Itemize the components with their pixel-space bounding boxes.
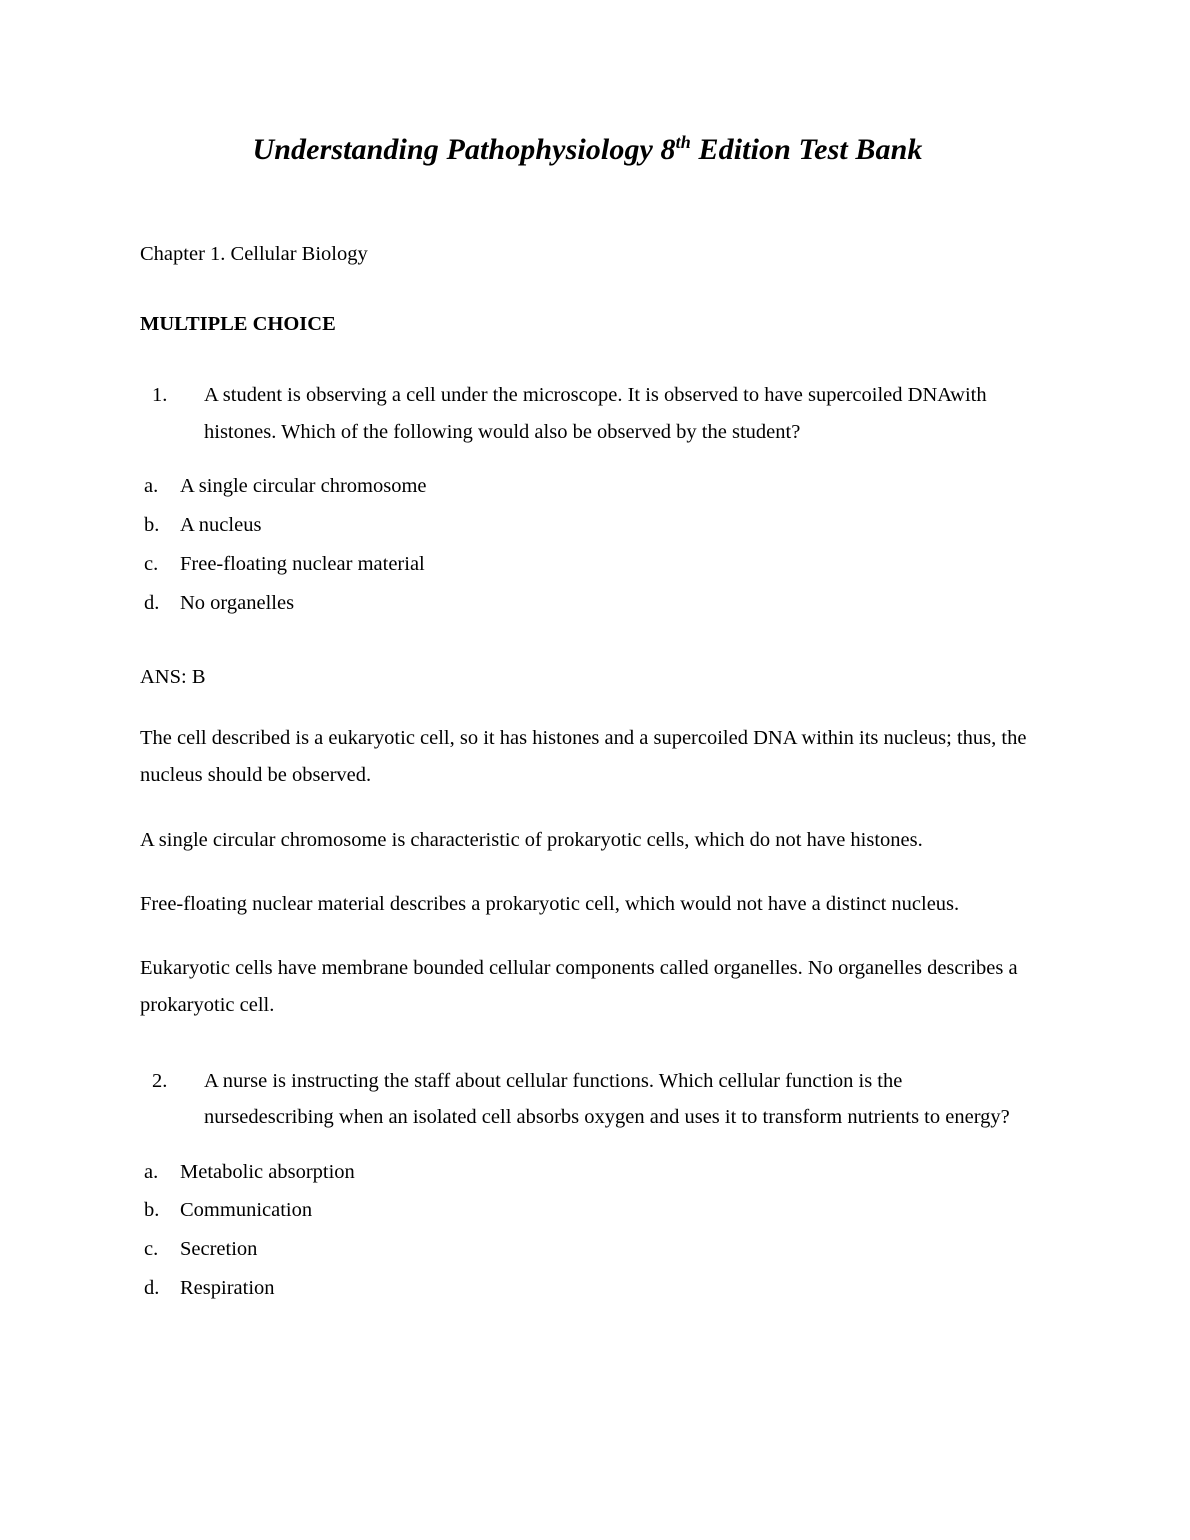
page-title (140, 0, 1035, 168)
option-2-c-label: c. (144, 1238, 159, 1261)
option-1-a-label: a. (144, 475, 159, 498)
option-2-b-label: b. (144, 1199, 160, 1222)
option-1-d-label: d. (144, 591, 160, 614)
option-1-c[interactable] (140, 550, 1035, 589)
option-2-d-text: Respiration (180, 1276, 275, 1299)
question-2-text: A nurse is instructing the staff about cellular functions. Which cellular function is the nursedescribing when an isolated cell absorbs oxygen and uses it to transform nutrients to energy? (204, 1069, 1010, 1129)
question-1-options (140, 450, 1035, 627)
question-2 (140, 1025, 1035, 1136)
option-2-c[interactable] (140, 1235, 1035, 1274)
option-2-d-label: d. (144, 1276, 160, 1299)
option-2-a[interactable] (140, 1158, 1035, 1197)
option-1-d[interactable] (140, 589, 1035, 628)
option-1-c-label: c. (144, 552, 159, 575)
page-title-ordinal-suffix: th (675, 132, 691, 152)
option-2-b-text: Communication (180, 1199, 313, 1222)
question-1-rationale-3: Free-floating nuclear material describes a prokaryotic cell, which would not have a distinct nucleus. (140, 892, 960, 915)
question-1-number: 1. (152, 384, 168, 407)
chapter-heading: Chapter 1. Cellular Biology (140, 243, 368, 265)
question-2-number: 2. (152, 1069, 168, 1092)
option-1-a-text: A single circular chromosome (180, 475, 427, 498)
question-2-options (140, 1136, 1035, 1313)
question-1-rationale-4: Eukaryotic cells have membrane bounded cellular components called organelles. No organelles describes a prokaryotic cell. (140, 957, 1018, 1017)
question-1-text: A student is observing a cell under the microscope. It is observed to have supercoiled DNAwith histones. Which of the following would also be observed by the student? (204, 384, 987, 443)
question-1 (140, 339, 1035, 450)
section-heading: MULTIPLE CHOICE (140, 312, 336, 335)
option-2-c-text: Secretion (180, 1238, 258, 1261)
option-1-d-text: No organelles (180, 591, 295, 614)
option-1-a[interactable] (140, 472, 1035, 511)
question-1-answer: ANS: B (140, 666, 206, 689)
page-title-main: Understanding Pathophysiology 8 (252, 133, 676, 166)
option-2-a-text: Metabolic absorption (180, 1160, 355, 1183)
question-1-rationale-1: The cell described is a eukaryotic cell, so it has histones and a supercoiled DNA within its nucleus; thus, the nucleus should be observed. (140, 727, 1027, 787)
option-1-b-label: b. (144, 514, 160, 537)
option-2-a-label: a. (144, 1160, 159, 1183)
page-title-tail: Edition Test Bank (690, 133, 923, 166)
option-1-b-text: A nucleus (180, 514, 262, 537)
question-1-rationale-2: A single circular chromosome is characteristic of prokaryotic cells, which do not have histones. (140, 828, 923, 851)
option-2-b[interactable] (140, 1196, 1035, 1235)
option-1-b[interactable] (140, 511, 1035, 550)
option-2-d[interactable] (140, 1274, 1035, 1313)
option-1-c-text: Free-floating nuclear material (180, 552, 425, 575)
